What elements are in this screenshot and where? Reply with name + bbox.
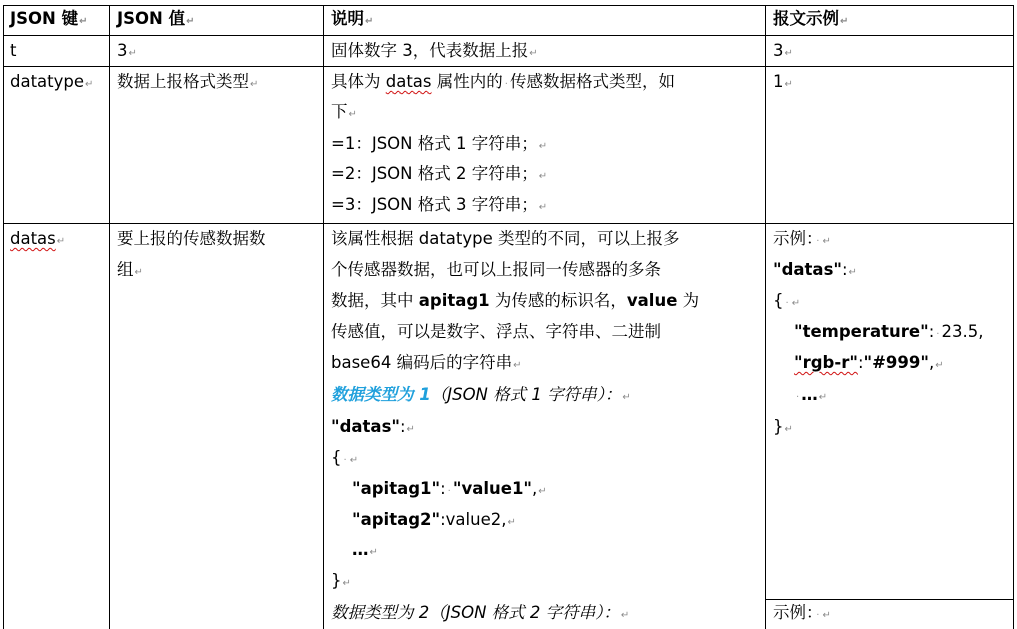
cell-text: "apitag2" (352, 510, 441, 529)
paragraph-mark-icon: ↵ (56, 236, 66, 247)
paragraph-mark-icon: ↵ (784, 424, 793, 435)
paragraph-mark-icon: ↵ (406, 424, 415, 435)
space-mark-icon: · (785, 298, 789, 309)
table-rule (3, 223, 1014, 224)
space-mark-icon: · (796, 392, 800, 403)
table-col-divider (109, 5, 110, 629)
cell-value-datas-line1 (117, 229, 266, 251)
paragraph-mark-icon: ↵ (840, 16, 849, 27)
cell-text: apitag1 (418, 291, 490, 310)
cell-text: 数据上报格式类型 (117, 72, 249, 91)
cell-text: 1 (773, 72, 784, 91)
desc-datas-type1-heading (331, 385, 631, 407)
desc-datas-line2 (331, 260, 661, 282)
cell-text: datatype (10, 72, 85, 91)
desc-datatype-option3 (331, 195, 547, 217)
example-rgb: "rgb-r":"#999",↵ (794, 353, 944, 372)
cell-value-t (117, 41, 137, 63)
paragraph-mark-icon: ↵ (365, 16, 374, 27)
cell-text: 具体为 (331, 72, 386, 91)
paragraph-mark-icon: ↵ (538, 171, 548, 182)
space-mark-icon: · (816, 610, 820, 621)
header-example (773, 9, 848, 31)
cell-text: "datas" (331, 417, 400, 436)
example-open-brace (773, 291, 800, 313)
paragraph-mark-icon: ↵ (128, 48, 137, 59)
space-mark-icon: · (343, 455, 347, 466)
cell-text: : (841, 260, 848, 279)
paragraph-mark-icon: ↵ (784, 79, 793, 90)
desc-datas-line3 (331, 291, 699, 313)
cell-text: "value1" (452, 479, 533, 498)
code-ellipsis (352, 540, 378, 562)
table-col-divider (765, 5, 766, 629)
paragraph-mark-icon: ↵ (342, 578, 351, 589)
cell-text: 示例： (773, 603, 815, 622)
cell-text: t (10, 41, 17, 60)
paragraph-mark-icon: ↵ (538, 486, 547, 497)
cell-key-datas (10, 229, 65, 251)
space-mark-icon: · (816, 236, 820, 247)
cell-text: 组 (117, 260, 134, 279)
cell-text: "apitag1" (352, 479, 441, 498)
paragraph-mark-icon: ↵ (818, 392, 828, 403)
cell-text: … (801, 385, 818, 404)
table-col-divider (323, 5, 324, 629)
cell-text: 为传感的标识名， (489, 291, 627, 310)
desc-datatype-option2 (331, 164, 547, 186)
table-rule (3, 66, 1014, 67)
paragraph-mark-icon: ↵ (349, 455, 359, 466)
header-label: 报文示例 (773, 9, 839, 28)
example-close-brace (773, 417, 793, 439)
header-label: JSON 值 (117, 9, 186, 28)
cell-text: : (928, 322, 935, 341)
cell-text: 为 (677, 291, 700, 310)
cell-text: value2, (445, 510, 507, 529)
cell-text: : (857, 353, 864, 372)
cell-text: =2：JSON 格式 2 字符串； (331, 164, 538, 183)
paragraph-mark-icon: ↵ (85, 79, 94, 90)
desc-datas-line4 (331, 322, 661, 344)
paragraph-mark-icon: ↵ (369, 547, 378, 558)
paragraph-mark-icon: ↵ (622, 392, 631, 403)
cell-text: 3 (117, 41, 128, 60)
desc-datatype-option1 (331, 134, 547, 156)
cell-text: 数据类型为 2（JSON 格式 2 字符串）： (331, 603, 620, 622)
cell-text: 数据，其中 (331, 291, 419, 310)
space-mark-icon: · (504, 79, 508, 90)
cell-text: 固体数字 3，代表数据上报 (331, 41, 529, 60)
paragraph-mark-icon: ↵ (620, 610, 630, 621)
paragraph-mark-icon: ↵ (134, 267, 143, 278)
code-open-brace (331, 448, 358, 470)
header-label: 说明 (331, 9, 364, 28)
cell-text: "datas" (773, 260, 842, 279)
cell-text: 个传感器数据，也可以上报同一传感器的多条 (331, 260, 661, 279)
code-datas-key (331, 417, 415, 439)
cell-key-datatype (10, 72, 93, 94)
cell-text: base64 编码后的字符串 (331, 353, 513, 372)
cell-value-datatype (117, 72, 258, 94)
example-datas-key (773, 260, 857, 282)
paragraph-mark-icon: ↵ (79, 16, 88, 27)
cell-example-datatype (773, 72, 793, 94)
cell-text: 属性内的 (431, 72, 503, 91)
example-temperature (794, 322, 983, 344)
cell-text: =1：JSON 格式 1 字符串； (331, 134, 538, 153)
desc-datas-line1 (331, 229, 680, 251)
cell-text: } (773, 417, 784, 436)
paragraph-mark-icon: ↵ (935, 360, 944, 371)
space-mark-icon: · (447, 486, 451, 497)
header-json-value (117, 9, 195, 31)
paragraph-mark-icon: ↵ (822, 610, 831, 621)
cell-text: … (352, 540, 369, 559)
paragraph-mark-icon: ↵ (250, 79, 259, 90)
desc-datas-line5 (331, 353, 521, 375)
cell-text: : (440, 510, 446, 529)
cell-text: } (331, 571, 342, 590)
cell-text: : (399, 417, 406, 436)
cell-text: { (773, 291, 784, 310)
paragraph-mark-icon: ↵ (513, 360, 522, 371)
example2-label (773, 603, 831, 625)
paragraph-mark-icon: ↵ (538, 202, 548, 213)
cell-text: "rgb-r" (794, 353, 858, 372)
cell-text: （JSON 格式 1 字符串）： (430, 385, 622, 404)
cell-text: "temperature" (794, 322, 929, 341)
code-close-brace (331, 571, 351, 593)
cell-text: : (440, 479, 446, 498)
cell-text: { (331, 448, 342, 467)
cell-text: 传感值，可以是数字、浮点、字符串、二进制 (331, 322, 661, 341)
desc-datatype-line1 (331, 72, 675, 94)
cell-text: value (626, 291, 678, 310)
cell-text: 要上报的传感数据数 (117, 229, 266, 248)
desc-datas-type2-heading (331, 603, 629, 625)
cell-text: 下 (331, 102, 348, 121)
table-border-left (3, 5, 4, 629)
paragraph-mark-icon: ↵ (822, 236, 831, 247)
header-label: JSON 键 (10, 9, 79, 28)
paragraph-mark-icon: ↵ (186, 16, 195, 27)
paragraph-mark-icon: ↵ (348, 109, 357, 120)
cell-value-datas-line2 (117, 260, 143, 282)
cell-example-t (773, 41, 793, 63)
cell-text: 传感数据格式类型，如 (509, 72, 675, 91)
example-label (773, 229, 831, 251)
header-json-key (10, 9, 88, 31)
cell-text: =3：JSON 格式 3 字符串； (331, 195, 538, 214)
cell-text: datas (10, 229, 56, 248)
header-description (331, 9, 373, 31)
paragraph-mark-icon: ↵ (784, 48, 793, 59)
cell-key-t (10, 41, 16, 63)
desc-datatype-line2 (331, 102, 357, 124)
cell-text: datas (385, 72, 432, 91)
space-mark-icon: · (936, 329, 940, 340)
paragraph-mark-icon: ↵ (529, 48, 538, 59)
table-rule (765, 599, 1014, 600)
paragraph-mark-icon: ↵ (507, 517, 516, 528)
paragraph-mark-icon: ↵ (538, 141, 548, 152)
paragraph-mark-icon: ↵ (791, 298, 801, 309)
table-border-top (3, 5, 1014, 6)
cell-text: 示例： (773, 229, 815, 248)
cell-text: 23.5, (941, 322, 984, 341)
code-apitag1: "apitag1": · "value1",↵ (352, 479, 547, 498)
paragraph-mark-icon: ↵ (848, 267, 857, 278)
cell-text: 该属性根据 datatype 类型的不同，可以上报多 (331, 229, 680, 248)
cell-desc-t (331, 41, 538, 63)
cell-text: "#999" (863, 353, 929, 372)
cell-text: 数据类型为 1 (331, 385, 431, 404)
code-apitag2 (352, 510, 516, 532)
cell-text: 3 (773, 41, 784, 60)
table-border-right (1013, 5, 1014, 629)
example-ellipsis (794, 385, 827, 407)
table-rule (3, 35, 1014, 36)
